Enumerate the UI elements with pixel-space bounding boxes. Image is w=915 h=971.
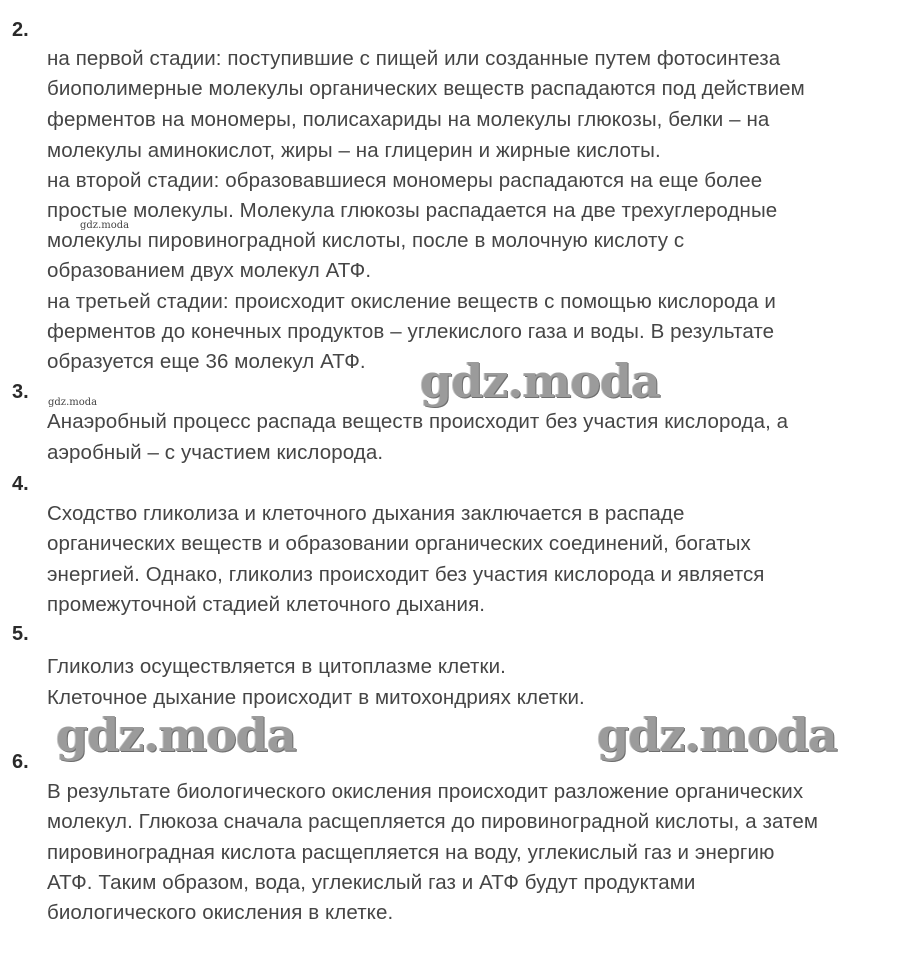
text-line: молекулы пировиноградной кислоты, после в молочную кислоту с [47,229,685,252]
watermark-small: gdz.moda [48,397,98,408]
item-number: 6. [12,751,29,773]
text-line: на второй стадии: образовавшиеся мономеры распадаются на еще более [47,169,763,192]
text-line: энергией. Однако, гликолиз происходит без участия кислорода и является [47,563,765,586]
text-line: на первой стадии: поступившие с пищей или созданные путем фотосинтеза [47,47,781,70]
item-number: 5. [12,623,29,645]
text-line: органических веществ и образовании органических соединений, богатых [47,532,751,555]
text-line: промежуточной стадией клеточного дыхания. [47,593,486,616]
text-line: биологического окисления в клетке. [47,901,394,924]
text-line: простые молекулы. Молекула глюкозы распадается на две трехуглеродные [47,199,778,222]
item-number: 2. [12,19,29,41]
text-line: Анаэробный процесс распада веществ происходит без участия кислорода, а [47,410,789,433]
text-line: Сходство гликолиза и клеточного дыхания заключается в распаде [47,502,685,525]
text-line: молекулы аминокислот, жиры – на глицерин и жирные кислоты. [47,139,661,162]
text-line: на третьей стадии: происходит окисление веществ с помощью кислорода и [47,290,776,313]
text-line: биополимерные молекулы органических веществ распадаются под действием [47,77,805,100]
text-line: образованием двух молекул АТФ. [47,259,372,282]
text-line: аэробный – с участием кислорода. [47,441,384,464]
text-line: АТФ. Таким образом, вода, углекислый газ и АТФ будут продуктами [47,871,696,894]
text-line: Гликолиз осуществляется в цитоплазме клетки. [47,655,506,678]
watermark-small: gdz.moda [80,220,130,231]
item-number: 3. [12,381,29,403]
text-line: Клеточное дыхание происходит в митохондриях клетки. [47,686,585,709]
text-line: молекул. Глюкоза сначала расщепляется до пировиноградной кислоты, а затем [47,810,819,833]
text-line: пировиноградная кислота расщепляется на воду, углекислый газ и энергию [47,841,775,864]
watermark-large: gdz.moda [597,708,837,762]
item-number: 4. [12,473,29,495]
watermark-large: gdz.moda [56,708,296,762]
text-line: образуется еще 36 молекул АТФ. [47,350,366,373]
text-line: ферментов до конечных продуктов – углекислого газа и воды. В результате [47,320,775,343]
text-line: В результате биологического окисления происходит разложение органических [47,780,804,803]
text-line: ферментов на мономеры, полисахариды на молекулы глюкозы, белки – на [47,108,770,131]
watermark-large: gdz.moda [420,354,660,408]
